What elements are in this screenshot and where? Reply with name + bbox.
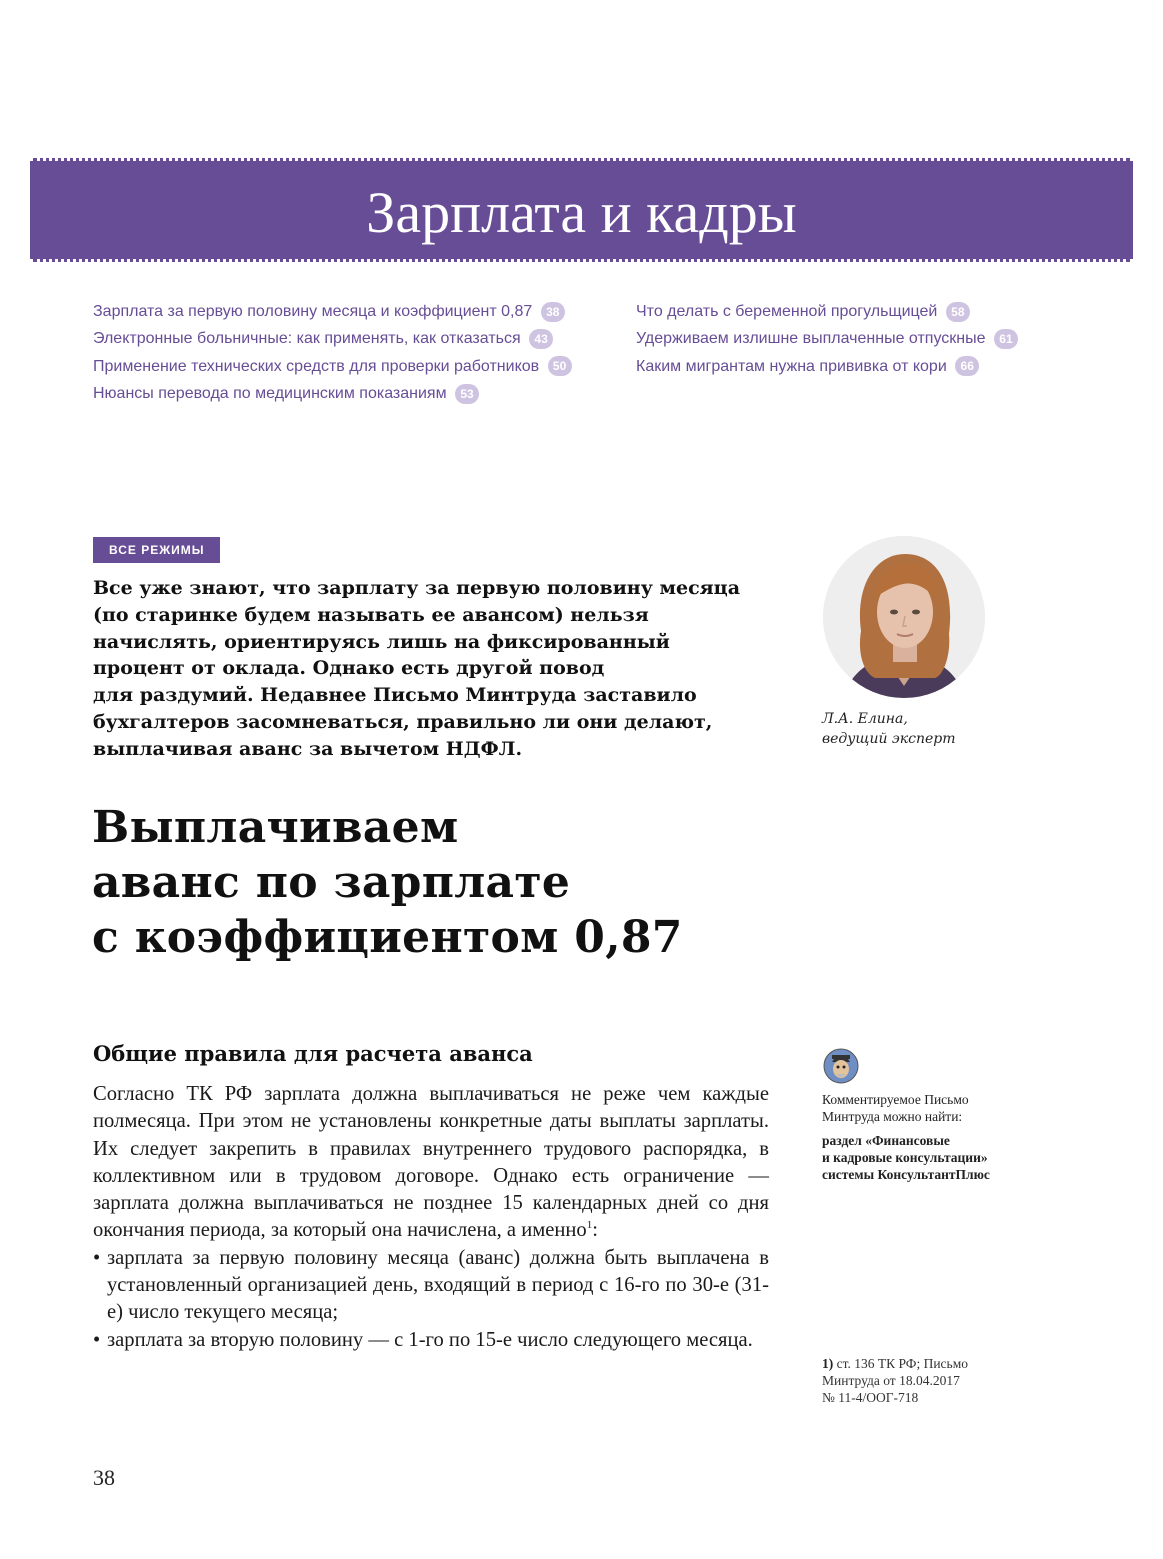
side-note-bold-line: и кадровые консультации»	[822, 1150, 988, 1165]
lead-line: выплачивая аванс за вычетом НДФЛ.	[93, 737, 523, 760]
footnote	[822, 1355, 1022, 1406]
headline-line: с коэффициентом 0,87	[92, 912, 683, 963]
side-note-line: Комментируемое Письмо	[822, 1092, 969, 1107]
footnote-ref[interactable]: 1	[586, 1219, 593, 1232]
toc-item-label: Электронные больничные: как применять, как отказаться	[93, 330, 521, 348]
author-portrait-icon	[823, 536, 985, 698]
section-title: Зарплата и кадры	[366, 180, 797, 245]
footnote-line: Минтруда от 18.04.2017	[822, 1373, 960, 1388]
toc-item[interactable]	[636, 298, 1018, 325]
section-heading: Общие правила для расчета аванса	[93, 1041, 533, 1066]
author-name: Л.А. Елина,	[822, 711, 908, 727]
toc-item[interactable]	[93, 298, 572, 325]
toc-item-label: Удерживаем излишне выплаченные отпускные	[636, 330, 986, 348]
consultant-icon	[822, 1047, 860, 1085]
list-item	[93, 1245, 769, 1327]
footnote-number: 1)	[822, 1356, 834, 1371]
toc-item-label: Каким мигрантам нужна прививка от кори	[636, 357, 947, 375]
lead-line: бухгалтеров засомневаться, правильно ли они делают,	[93, 710, 713, 733]
toc-page-badge: 61	[994, 329, 1018, 349]
body-colon: :	[592, 1219, 598, 1242]
regime-tag: ВСЕ РЕЖИМЫ	[93, 537, 220, 563]
author-role: ведущий эксперт	[822, 731, 956, 747]
bullet-icon: •	[93, 1246, 101, 1269]
page-number: 38	[93, 1465, 115, 1490]
lead-line: процент от оклада. Однако есть другой повод	[93, 657, 605, 680]
body-paragraph	[93, 1081, 769, 1245]
toc-right-column	[636, 298, 1018, 380]
side-note-line: Минтруда можно найти:	[822, 1109, 963, 1124]
bullet-icon: •	[93, 1328, 101, 1351]
headline-line: Выплачиваем	[92, 802, 459, 853]
toc-page-badge: 58	[946, 302, 970, 322]
list-item-text: зарплата за вторую половину — с 1-го по 15-е число следующего месяца.	[107, 1328, 753, 1351]
article-lead	[93, 575, 783, 763]
article-headline	[92, 800, 683, 965]
list-item	[93, 1327, 769, 1354]
side-note-bold-line: раздел «Финансовые	[822, 1133, 950, 1148]
side-note	[822, 1091, 1082, 1183]
toc-page-badge: 38	[541, 302, 565, 322]
lead-line: (по старинке будем называть ее авансом) нельзя	[93, 603, 649, 626]
section-banner	[30, 158, 1133, 262]
lead-line: Все уже знают, что зарплату за первую половину месяца	[93, 577, 741, 599]
body-bullet-list	[93, 1245, 769, 1354]
body-paragraph-text: Согласно ТК РФ зарплата должна выплачиваться не реже чем каждые полмесяца. При этом не установлены конкретные даты выплаты зарплаты. Их следует закрепить в правилах внутреннего трудового распорядка, в коллективном или в трудовом договоре. Однако есть ограничение — зарплата должна выплачиваться не позднее 15 календарных дней со дня окончания периода, за который она начислена, а именно	[93, 1083, 769, 1242]
footnote-line: ст. 136 ТК РФ; Письмо	[836, 1356, 968, 1371]
toc-item[interactable]	[93, 380, 572, 407]
footnote-line: № 11-4/ООГ-718	[822, 1390, 919, 1405]
toc-item-label: Применение технических средств для проверки работников	[93, 357, 540, 375]
side-note-location[interactable]	[822, 1132, 1082, 1183]
list-item-text: зарплата за первую половину месяца (аванс) должна быть выплачена в установленный организацией день, входящий в период с 16-го по 30-е (31-е) число текущего месяца;	[107, 1246, 769, 1324]
toc-page-badge: 50	[548, 356, 572, 376]
author-photo	[823, 536, 985, 698]
toc-item[interactable]	[636, 353, 1018, 380]
toc-item[interactable]	[93, 325, 572, 352]
toc-page-badge: 53	[455, 384, 479, 404]
toc-page-badge: 43	[529, 329, 553, 349]
toc-item-label: Нюансы перевода по медицинским показаниям	[93, 384, 447, 402]
author-caption	[822, 709, 956, 749]
lead-line: для раздумий. Недавнее Письмо Минтруда заставило	[93, 684, 697, 707]
side-note-bold-line: системы КонсультантПлюс	[822, 1167, 990, 1182]
article-body	[93, 1081, 769, 1354]
lead-line: начислять, ориентируясь лишь на фиксированный	[93, 630, 670, 653]
toc-item-label: Что делать с беременной прогульщицей	[636, 303, 938, 320]
toc-item[interactable]	[636, 325, 1018, 352]
toc-left-column	[93, 298, 572, 407]
toc-page-badge: 66	[955, 356, 979, 376]
toc-item-label: Зарплата за первую половину месяца и коэффициент 0,87	[93, 303, 533, 320]
headline-line: аванс по зарплате	[92, 857, 571, 908]
toc-item[interactable]	[93, 353, 572, 380]
